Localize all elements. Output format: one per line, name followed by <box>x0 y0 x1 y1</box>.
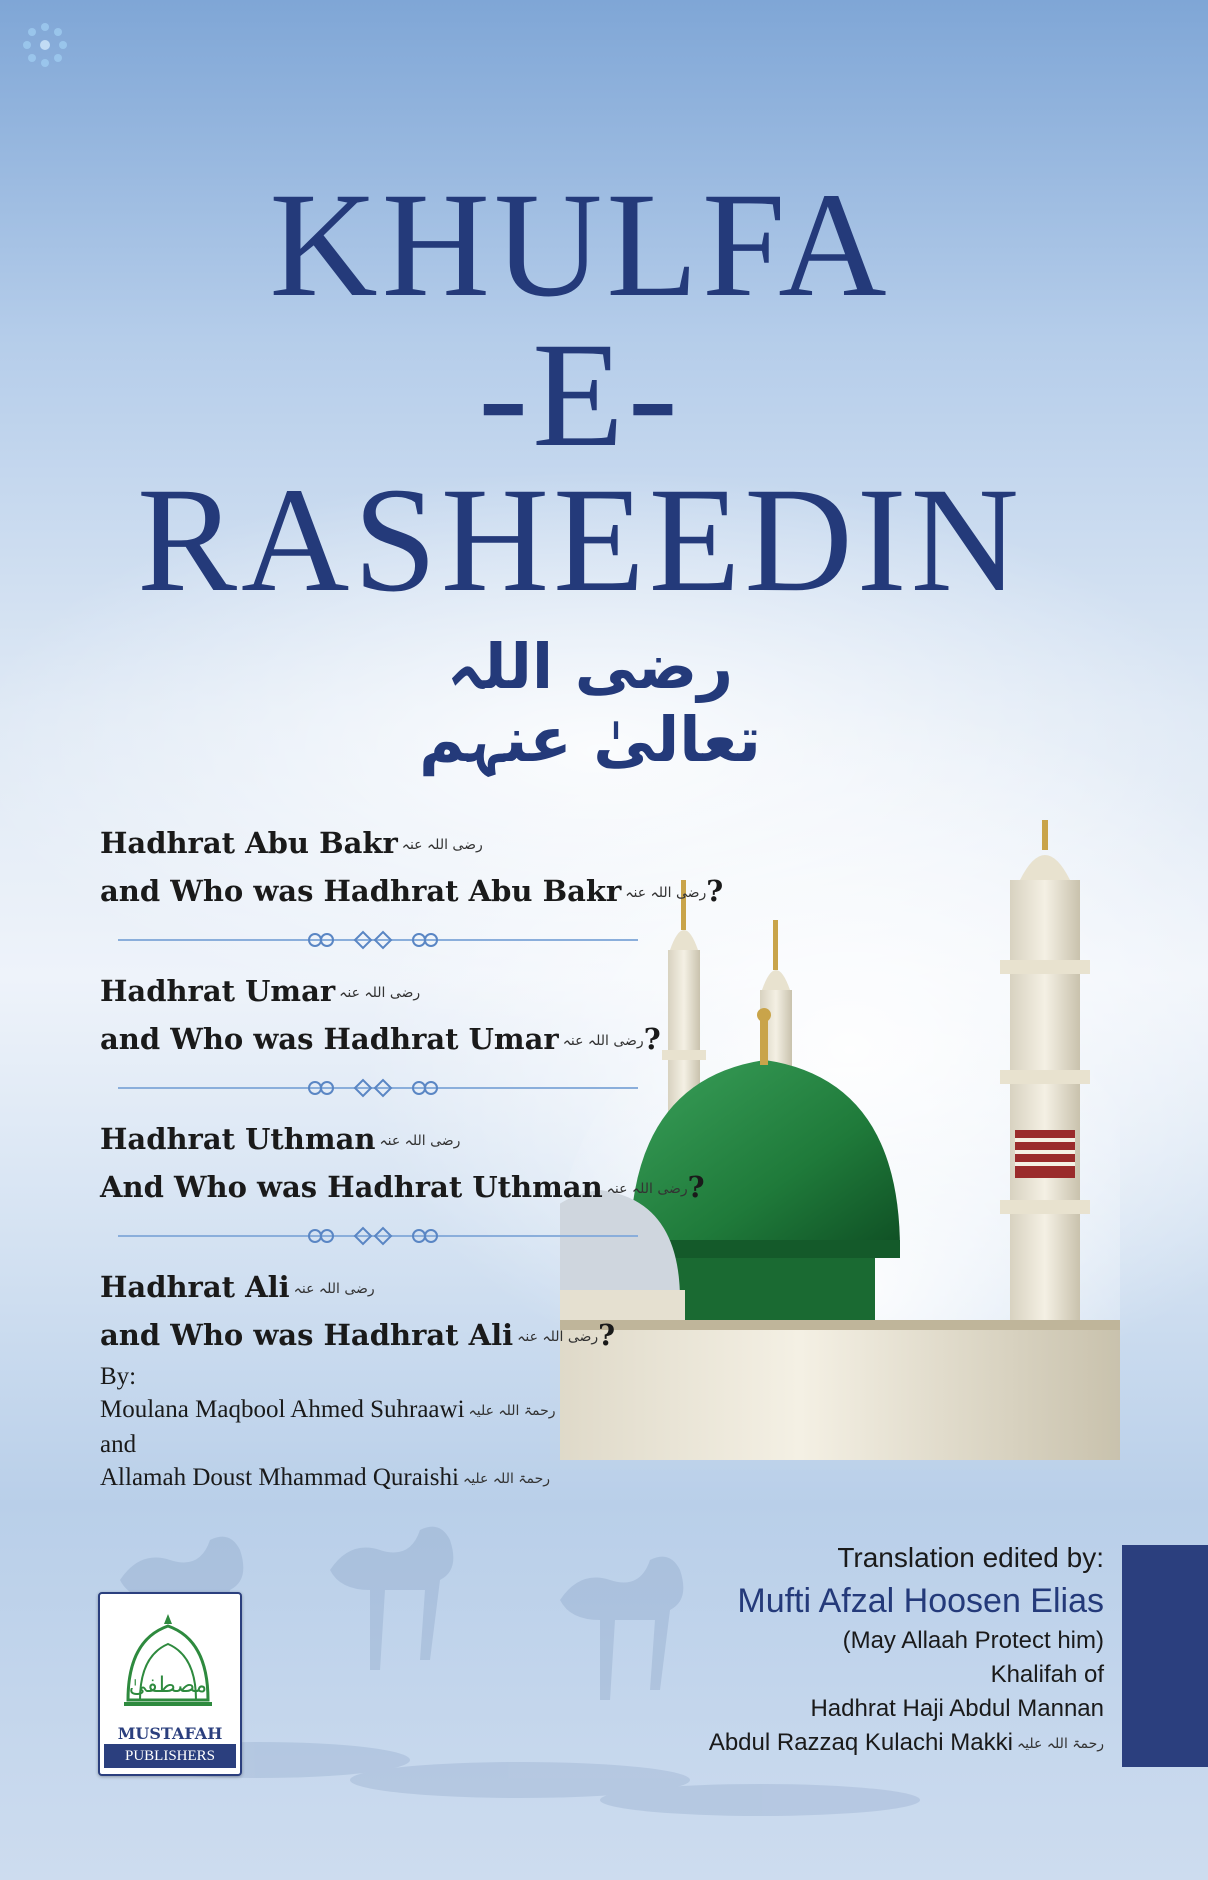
entry-abu-bakr <box>100 820 724 916</box>
and-label: and <box>100 1430 137 1458</box>
publisher-emblem-icon <box>118 1610 218 1720</box>
logo-arabic: مصطفیٰ <box>128 1673 208 1698</box>
title-line-3: RASHEEDIN <box>137 457 1023 623</box>
publisher-name-1: MUSTAFAH <box>117 1724 223 1743</box>
entry-question: and Who was Hadhrat Abu Bakr <box>100 874 622 908</box>
question-mark: ? <box>687 1170 705 1204</box>
entry-question: and Who was Hadhrat Ali <box>100 1318 514 1352</box>
entry-ali <box>100 1264 660 1360</box>
ornament-divider <box>118 920 638 960</box>
entry-question: and Who was Hadhrat Umar <box>100 1022 559 1056</box>
publisher-logo <box>98 1592 242 1776</box>
entry-title: Hadhrat Umar <box>100 974 336 1008</box>
question-mark: ? <box>643 1022 661 1056</box>
ornament-divider <box>118 1216 638 1256</box>
ornament-icon <box>303 1222 443 1250</box>
honorific: رحمۃ اللہ علیہ <box>468 1402 556 1419</box>
caliphs-list <box>100 820 724 1360</box>
arabic-honorific: رضی اللہ تعالیٰ عنہم <box>419 630 761 776</box>
question-mark: ? <box>706 874 724 908</box>
entry-uthman <box>100 1116 705 1212</box>
question-mark: ? <box>598 1318 616 1352</box>
translation-label: Translation edited by: <box>837 1542 1104 1573</box>
sparkle-icon <box>18 18 72 72</box>
author-2: Allamah Doust Mhammad Quraishi <box>100 1463 459 1491</box>
honorific: رضی اللہ عنہ <box>379 1133 461 1149</box>
entry-umar <box>100 968 660 1064</box>
side-accent-bar <box>1122 1545 1208 1767</box>
editor-name: Mufti Afzal Hoosen Elias <box>737 1582 1104 1620</box>
honorific: رحمۃ اللہ علیہ <box>1016 1735 1104 1752</box>
title-line-1: KHULFA <box>269 162 891 328</box>
publisher-name-2: PUBLISHERS <box>104 1744 236 1768</box>
ornament-divider <box>118 1068 638 1108</box>
honorific: رضی اللہ عنہ <box>293 1281 375 1297</box>
khalifah-label: Khalifah of <box>990 1661 1104 1688</box>
honorific: رحمۃ اللہ علیہ <box>462 1470 551 1487</box>
entry-title: Hadhrat Uthman <box>100 1122 376 1156</box>
editor-prayer: (May Allaah Protect him) <box>842 1627 1104 1654</box>
honorific: رضی اللہ عنہ <box>339 985 421 1001</box>
author-1: Moulana Maqbool Ahmed Suhraawi <box>100 1396 465 1423</box>
ornament-icon <box>303 926 443 954</box>
ornament-icon <box>303 1074 443 1102</box>
entry-title: Hadhrat Ali <box>100 1270 290 1304</box>
translation-block <box>504 1538 1104 1761</box>
honorific: رضی اللہ عنہ <box>625 885 707 901</box>
honorific: رضی اللہ عنہ <box>606 1181 688 1197</box>
entry-question: And Who was Hadhrat Uthman <box>100 1170 603 1204</box>
title-line-2: -E- <box>478 312 682 478</box>
entry-title: Hadhrat Abu Bakr <box>100 826 398 860</box>
honorific: رضی اللہ عنہ <box>401 837 483 853</box>
honorific: رضی اللہ عنہ <box>562 1033 644 1049</box>
teacher-line-1: Hadhrat Haji Abdul Mannan <box>810 1695 1104 1722</box>
honorific: رضی اللہ عنہ <box>517 1329 599 1345</box>
by-label: By: <box>100 1363 137 1390</box>
teacher-line-2: Abdul Razzaq Kulachi Makki <box>708 1729 1013 1756</box>
